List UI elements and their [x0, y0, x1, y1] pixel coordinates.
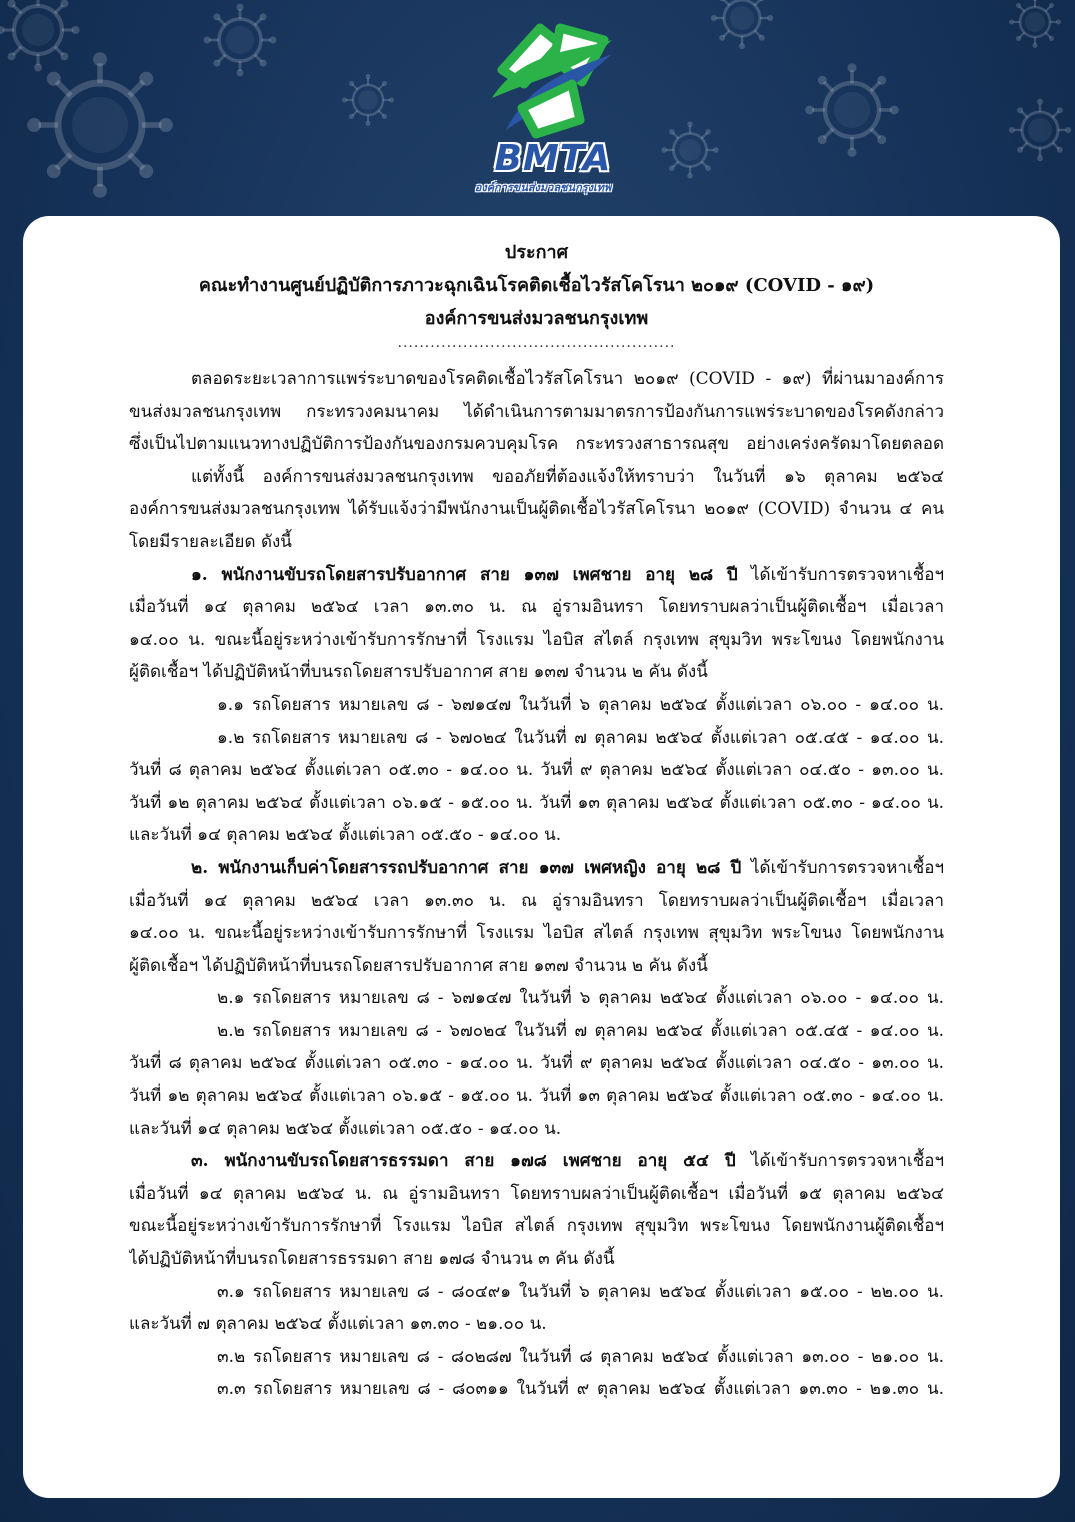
bus-schedule-line: วันที่ ๘ ตุลาคม ๒๕๖๔ ตั้งแต่เวลา ๐๕.๓๐ - ๑๔.๐๐ น. วันที่ ๙ ตุลาคม ๒๕๖๔ ตั้งแต่เวลา ๐๔.๕๐ - ๑๓.๐๐ น. — [129, 1053, 944, 1074]
announcement-title: ประกาศ — [504, 242, 569, 263]
section-line: เมื่อวันที่ ๑๔ ตุลาคม ๒๕๖๔ เวลา ๑๓.๓๐ น. ณ อู่รามอินทรา โดยทราบผลว่าเป็นผู้ติดเชื้อฯ เมื่อเวลา — [129, 597, 944, 618]
section-heading-bold: ๓. พนักงานขับรถโดยสารธรรมดา สาย ๑๗๘ เพศชาย อายุ ๕๔ ปี — [191, 1151, 736, 1172]
section-line: ผู้ติดเชื้อฯ ได้ปฏิบัติหน้าที่บนรถโดยสารปรับอากาศ สาย ๑๓๗ จำนวน ๒ คัน ดังนี้ — [129, 955, 708, 976]
intro-line: แต่ทั้งนี้ องค์การขนส่งมวลชนกรุงเทพ ขออภัยที่ต้องแจ้งให้ทราบว่า ในวันที่ ๑๖ ตุลาคม ๒๕๖๔ — [191, 466, 944, 487]
bus-schedule-line: วันที่ ๑๒ ตุลาคม ๒๕๖๔ ตั้งแต่เวลา ๐๖.๑๕ - ๑๕.๐๐ น. วันที่ ๑๓ ตุลาคม ๒๕๖๔ ตั้งแต่เวลา ๐๕.๓๐ - ๑๔.๐๐ น. — [129, 1086, 944, 1107]
bus-item: ๓.๒ รถโดยสาร หมายเลข ๘ - ๘๐๒๘๗ ในวันที่ ๘ ตุลาคม ๒๕๖๔ ตั้งแต่เวลา ๑๓.๐๐ - ๒๑.๐๐ น. — [217, 1346, 944, 1367]
bus-item: ๒.๑ รถโดยสาร หมายเลข ๘ - ๖๗๑๔๗ ในวันที่ ๖ ตุลาคม ๒๕๖๔ ตั้งแต่เวลา ๐๖.๐๐ - ๑๔.๐๐ น. — [217, 988, 944, 1009]
bus-item: ๒.๒ รถโดยสาร หมายเลข ๘ - ๖๗๐๒๔ ในวันที่ ๗ ตุลาคม ๒๕๖๔ ตั้งแต่เวลา ๐๕.๔๕ - ๑๔.๐๐ น. — [217, 1020, 944, 1041]
bus-schedule-line: และวันที่ ๗ ตุลาคม ๒๕๖๔ ตั้งแต่เวลา ๑๓.๓๐ - ๒๑.๐๐ น. — [129, 1314, 547, 1335]
announcement-body — [129, 363, 944, 1406]
bus-item: ๑.๑ รถโดยสาร หมายเลข ๘ - ๖๗๑๔๗ ในวันที่ ๖ ตุลาคม ๒๕๖๔ ตั้งแต่เวลา ๐๖.๐๐ - ๑๔.๐๐ น. — [217, 694, 944, 715]
section-line: ๑๔.๐๐ น. ขณะนี้อยู่ระหว่างเข้ารับการรักษาที่ โรงแรม ไอบิส สไตล์ กรุงเทพ สุขุมวิท พระโขนง โดยพนักงาน — [129, 923, 944, 944]
bus-schedule-line: และวันที่ ๑๔ ตุลาคม ๒๕๖๔ ตั้งแต่เวลา ๐๕.๕๐ - ๑๔.๐๐ น. — [129, 1118, 562, 1139]
separator: ................................................... — [397, 335, 676, 351]
intro-line: องค์การขนส่งมวลชนกรุงเทพ ได้รับแจ้งว่ามีพนักงานเป็นผู้ติดเชื้อไวรัสโคโรนา ๒๐๑๙ (COVID) จำนวน ๔ คน — [129, 499, 944, 520]
intro-line: ซึ่งเป็นไปตามแนวทางปฏิบัติการป้องกันของกรมควบคุมโรค กระทรวงสาธารณสุข อย่างเคร่งครัดมาโดยตลอด — [129, 434, 944, 455]
section-heading-bold: ๒. พนักงานเก็บค่าโดยสารรถปรับอากาศ สาย ๑๓๗ เพศหญิง อายุ ๒๘ ปี — [191, 857, 742, 878]
bus-schedule-line: วันที่ ๑๒ ตุลาคม ๒๕๖๔ ตั้งแต่เวลา ๐๖.๑๕ - ๑๕.๐๐ น. วันที่ ๑๓ ตุลาคม ๒๕๖๔ ตั้งแต่เวลา ๐๕.๓๐ - ๑๔.๐๐ น. — [129, 792, 944, 813]
bus-item: ๑.๒ รถโดยสาร หมายเลข ๘ - ๖๗๐๒๔ ในวันที่ ๗ ตุลาคม ๒๕๖๔ ตั้งแต่เวลา ๐๕.๔๕ - ๑๔.๐๐ น. — [217, 727, 944, 748]
logo-wordmark: BMTA — [494, 138, 612, 179]
announcement-subtitle: คณะทำงานศูนย์ปฏิบัติการภาวะฉุกเฉินโรคติดเชื้อไวรัสโคโรนา ๒๐๑๙ (COVID - ๑๙) — [198, 275, 875, 296]
intro-line: ตลอดระยะเวลาการแพร่ระบาดของโรคติดเชื้อไวรัสโคโรนา ๒๐๑๙ (COVID - ๑๙) ที่ผ่านมาองค์การ — [191, 369, 944, 389]
announcement-card — [23, 216, 1060, 1498]
section-3-heading — [129, 1145, 944, 1178]
intro-line: ขนส่งมวลชนกรุงเทพ กระทรวงคมนาคม ได้ดำเนินการตามมาตรการป้องกันการแพร่ระบาดของโรคดังกล่าว — [129, 401, 944, 422]
announcement-header — [129, 236, 944, 335]
section-heading-rest: ได้เข้ารับการตรวจหาเชื้อฯ — [735, 1151, 944, 1172]
section-line: ขณะนี้อยู่ระหว่างเข้ารับการรักษาที่ โรงแรม ไอบิส สไตล์ กรุงเทพ สุขุมวิท พระโขนง โดยพนักงานผู้ติดเชื้อฯ — [129, 1216, 944, 1237]
intro-line: โดยมีรายละเอียด ดังนี้ — [129, 531, 292, 552]
section-heading-bold: ๑. พนักงานขับรถโดยสารปรับอากาศ สาย ๑๓๗ เพศชาย อายุ ๒๘ ปี — [191, 564, 738, 585]
bus-item: ๓.๑ รถโดยสาร หมายเลข ๘ - ๘๐๔๙๑ ในวันที่ ๖ ตุลาคม ๒๕๖๔ ตั้งแต่เวลา ๑๕.๐๐ - ๒๒.๐๐ น. — [217, 1281, 944, 1302]
section-line: เมื่อวันที่ ๑๔ ตุลาคม ๒๕๖๔ เวลา ๑๓.๓๐ น. ณ อู่รามอินทรา โดยทราบผลว่าเป็นผู้ติดเชื้อฯ เมื่อเวลา — [129, 890, 944, 911]
logo-subtext: องค์การขนส่งมวลชนกรุงเทพ — [474, 181, 612, 194]
bus-schedule-line: วันที่ ๘ ตุลาคม ๒๕๖๔ ตั้งแต่เวลา ๐๕.๓๐ - ๑๔.๐๐ น. วันที่ ๙ ตุลาคม ๒๕๖๔ ตั้งแต่เวลา ๐๔.๕๐ - ๑๓.๐๐ น. — [129, 760, 944, 781]
section-line: ผู้ติดเชื้อฯ ได้ปฏิบัติหน้าที่บนรถโดยสารปรับอากาศ สาย ๑๓๗ จำนวน ๒ คัน ดังนี้ — [129, 662, 708, 683]
announcement-org: องค์การขนส่งมวลชนกรุงเทพ — [424, 308, 649, 329]
section-heading-rest: ได้เข้ารับการตรวจหาเชื้อฯ — [741, 857, 944, 878]
bus-item: ๓.๓ รถโดยสาร หมายเลข ๘ - ๘๐๓๑๑ ในวันที่ ๙ ตุลาคม ๒๕๖๔ ตั้งแต่เวลา ๑๓.๓๐ - ๒๑.๓๐ น. — [217, 1379, 944, 1400]
section-heading-rest: ได้เข้ารับการตรวจหาเชื้อฯ — [737, 564, 944, 585]
section-1-heading — [129, 559, 944, 592]
section-2-heading — [129, 852, 944, 885]
bus-schedule-line: และวันที่ ๑๔ ตุลาคม ๒๕๖๔ ตั้งแต่เวลา ๐๕.๕๐ - ๑๔.๐๐ น. — [129, 825, 562, 846]
section-line: ได้ปฏิบัติหน้าที่บนรถโดยสารธรรมดา สาย ๑๗๘ จำนวน ๓ คัน ดังนี้ — [129, 1249, 615, 1270]
section-line: ๑๔.๐๐ น. ขณะนี้อยู่ระหว่างเข้ารับการรักษาที่ โรงแรม ไอบิส สไตล์ กรุงเทพ สุขุมวิท พระโขนง โดยพนักงาน — [129, 629, 944, 650]
section-line: เมื่อวันที่ ๑๔ ตุลาคม ๒๕๖๔ น. ณ อู่รามอินทรา โดยทราบผลว่าเป็นผู้ติดเชื้อฯ เมื่อวันที่ ๑๕ ตุลาคม ๒๕๖๔ — [129, 1183, 944, 1204]
